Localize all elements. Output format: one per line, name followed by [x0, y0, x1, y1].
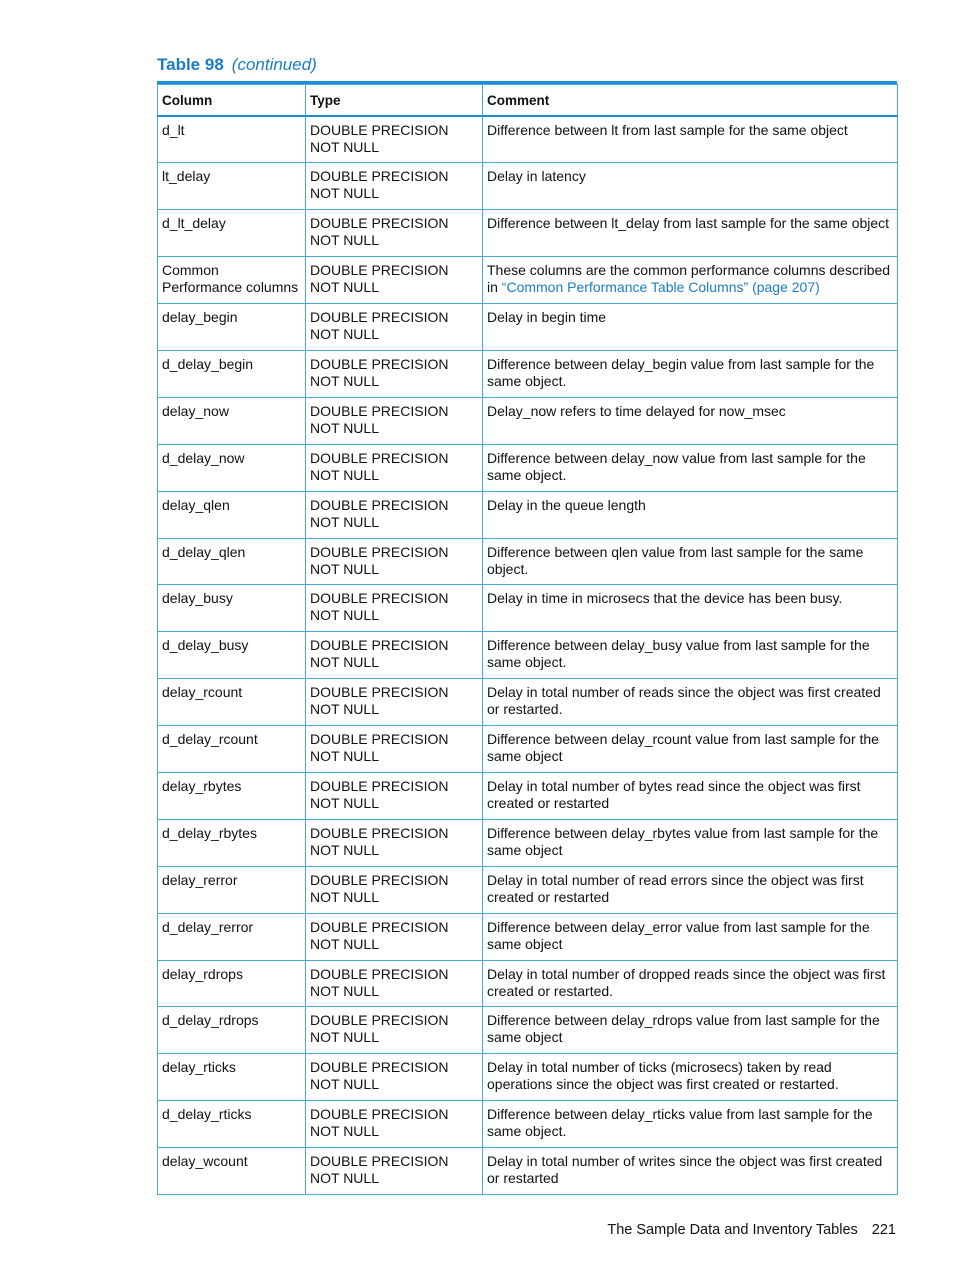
table-row	[158, 116, 898, 163]
table-row	[158, 960, 898, 1007]
cell-comment	[483, 1054, 898, 1101]
cell-comment-text: Difference between lt_delay from last sample for the same object	[487, 215, 890, 232]
table-row	[158, 444, 898, 491]
cell-type-text: DOUBLE PRECISION NOT NULL	[310, 1012, 449, 1046]
cell-comment-text: Delay in total number of bytes read since the object was first created or restarted	[487, 777, 861, 811]
cell-comment-text: Difference between delay_rcount value from last sample for the same object	[487, 731, 879, 765]
cell-comment-text: Delay in begin time	[487, 309, 607, 326]
cell-column	[158, 679, 306, 726]
cell-comment-text: These columns are the common performance columns described in	[487, 262, 891, 296]
table-row	[158, 679, 898, 726]
table-row	[158, 585, 898, 632]
cell-column	[158, 210, 306, 257]
cell-type	[306, 444, 483, 491]
cell-comment	[483, 1148, 898, 1195]
cell-column	[158, 304, 306, 351]
table-row	[158, 257, 898, 304]
cell-type-text: DOUBLE PRECISION NOT NULL	[310, 965, 449, 999]
cell-column	[158, 585, 306, 632]
cell-comment	[483, 772, 898, 819]
cell-type	[306, 397, 483, 444]
cell-type-text: DOUBLE PRECISION NOT NULL	[310, 777, 449, 811]
cell-type	[306, 913, 483, 960]
cell-column	[158, 257, 306, 304]
cell-comment-text: Difference between delay_rbytes value from last sample for the same object	[487, 824, 879, 858]
cell-column-text: Common Performance columns	[162, 262, 299, 296]
cell-column-text: delay_rdrops	[162, 965, 243, 982]
table-row	[158, 772, 898, 819]
cell-comment	[483, 538, 898, 585]
cell-column-text: delay_now	[162, 402, 229, 419]
cell-type-text: DOUBLE PRECISION NOT NULL	[310, 402, 449, 436]
cell-type-text: DOUBLE PRECISION NOT NULL	[310, 215, 449, 249]
cross-reference-link[interactable]: “Common Performance Table Columns” (page 207)	[501, 279, 820, 296]
cell-column-text: d_lt_delay	[162, 215, 226, 232]
table-row	[158, 1007, 898, 1054]
cell-column-text: delay_rerror	[162, 871, 238, 888]
cell-type	[306, 257, 483, 304]
cell-type	[306, 679, 483, 726]
cell-type	[306, 210, 483, 257]
cell-column-text: delay_rcount	[162, 684, 243, 701]
table-number: Table 98	[157, 55, 224, 74]
cell-type-text: DOUBLE PRECISION NOT NULL	[310, 122, 449, 155]
cell-comment-text: Delay in total number of read errors since the object was first created or restarted	[487, 871, 864, 905]
cell-type	[306, 538, 483, 585]
cell-column-text: delay_begin	[162, 309, 238, 326]
cell-type	[306, 819, 483, 866]
table-caption	[157, 55, 317, 75]
cell-column	[158, 866, 306, 913]
cell-column-text: d_delay_rticks	[162, 1106, 252, 1123]
table-row	[158, 210, 898, 257]
cell-column-text: lt_delay	[162, 168, 211, 185]
cell-comment	[483, 913, 898, 960]
table-row	[158, 913, 898, 960]
cell-type	[306, 866, 483, 913]
cell-comment	[483, 210, 898, 257]
table-row	[158, 350, 898, 397]
cell-comment-text: Difference between delay_begin value from last sample for the same object.	[487, 355, 875, 389]
table-row	[158, 632, 898, 679]
cell-column	[158, 913, 306, 960]
cell-column-text: delay_qlen	[162, 496, 230, 513]
cell-type-text: DOUBLE PRECISION NOT NULL	[310, 543, 449, 577]
cell-column-text: d_delay_busy	[162, 637, 249, 654]
cell-comment-text: Difference between delay_rticks value from last sample for the same object.	[487, 1106, 873, 1140]
cell-comment	[483, 1101, 898, 1148]
cell-column	[158, 772, 306, 819]
cell-comment	[483, 866, 898, 913]
table-row	[158, 538, 898, 585]
cell-column-text: d_lt	[162, 122, 185, 138]
table-row	[158, 397, 898, 444]
cell-type	[306, 163, 483, 210]
cell-type-text: DOUBLE PRECISION NOT NULL	[310, 731, 449, 765]
table-row	[158, 1148, 898, 1195]
cell-type-text: DOUBLE PRECISION NOT NULL	[310, 824, 449, 858]
cell-column	[158, 1148, 306, 1195]
table-row	[158, 304, 898, 351]
cell-type-text: DOUBLE PRECISION NOT NULL	[310, 637, 449, 671]
cell-comment	[483, 397, 898, 444]
header-comment: Comment	[483, 85, 898, 117]
cell-type-text: DOUBLE PRECISION NOT NULL	[310, 449, 449, 483]
cell-type-text: DOUBLE PRECISION NOT NULL	[310, 684, 449, 718]
cell-column	[158, 350, 306, 397]
table-row	[158, 866, 898, 913]
cell-comment	[483, 1007, 898, 1054]
cell-comment	[483, 585, 898, 632]
cell-type-text: DOUBLE PRECISION NOT NULL	[310, 262, 449, 296]
table-row	[158, 1054, 898, 1101]
cell-comment	[483, 304, 898, 351]
cell-comment	[483, 257, 898, 304]
cell-column	[158, 632, 306, 679]
cell-comment-text: Delay in total number of reads since the object was first created or restarted.	[487, 684, 881, 718]
cell-column-text: d_delay_rbytes	[162, 824, 257, 841]
cell-type	[306, 772, 483, 819]
table-row	[158, 163, 898, 210]
cell-type	[306, 1101, 483, 1148]
cell-column	[158, 726, 306, 773]
cell-type	[306, 304, 483, 351]
cell-type	[306, 960, 483, 1007]
cell-column-text: delay_busy	[162, 590, 233, 607]
cell-comment-text: Delay in total number of writes since the object was first created or restarted	[487, 1153, 883, 1187]
cell-comment	[483, 726, 898, 773]
cell-column-text: d_delay_rcount	[162, 731, 258, 748]
table-continued: (continued)	[231, 55, 317, 74]
cell-column	[158, 960, 306, 1007]
cell-type-text: DOUBLE PRECISION NOT NULL	[310, 1153, 449, 1187]
cell-comment-text: Delay in latency	[487, 168, 586, 185]
cell-comment-text: Difference between delay_error value from last sample for the same object	[487, 918, 870, 952]
cell-type	[306, 491, 483, 538]
table-row	[158, 491, 898, 538]
header-type: Type	[306, 85, 483, 117]
table-header-row	[158, 85, 898, 117]
table-body	[158, 116, 898, 1194]
cell-type-text: DOUBLE PRECISION NOT NULL	[310, 309, 449, 343]
cell-type	[306, 726, 483, 773]
cell-type	[306, 1007, 483, 1054]
cell-type	[306, 1054, 483, 1101]
page-footer	[607, 1222, 896, 1238]
cell-type-text: DOUBLE PRECISION NOT NULL	[310, 355, 449, 389]
cell-type-text: DOUBLE PRECISION NOT NULL	[310, 1106, 449, 1140]
page-number: 221	[871, 1222, 896, 1238]
cell-comment	[483, 679, 898, 726]
cell-type	[306, 585, 483, 632]
cell-type	[306, 116, 483, 163]
cell-comment-text: Delay in time in microsecs that the device has been busy.	[487, 590, 843, 607]
cell-column-text: delay_wcount	[162, 1153, 248, 1170]
cell-type-text: DOUBLE PRECISION NOT NULL	[310, 1059, 449, 1093]
cell-comment	[483, 350, 898, 397]
cell-column	[158, 538, 306, 585]
cell-type	[306, 1148, 483, 1195]
cell-comment-text: Delay in the queue length	[487, 496, 646, 513]
cell-comment	[483, 116, 898, 163]
cell-column	[158, 491, 306, 538]
footer-section-title: The Sample Data and Inventory Tables	[607, 1222, 858, 1238]
cell-comment	[483, 163, 898, 210]
cell-column	[158, 819, 306, 866]
cell-comment	[483, 819, 898, 866]
cell-comment-text: Delay in total number of ticks (microsecs) taken by read operations since the object was first created or restarted.	[487, 1059, 839, 1093]
cell-column	[158, 163, 306, 210]
cell-type-text: DOUBLE PRECISION NOT NULL	[310, 918, 449, 952]
header-column: Column	[158, 85, 306, 117]
cell-column-text: delay_rbytes	[162, 777, 242, 794]
cell-comment-text: Difference between lt from last sample for the same object	[487, 122, 848, 138]
table-row	[158, 1101, 898, 1148]
cell-column	[158, 1054, 306, 1101]
data-table	[157, 84, 898, 1195]
cell-comment-text: Difference between delay_rdrops value from last sample for the same object	[487, 1012, 880, 1046]
cell-column-text: d_delay_rerror	[162, 918, 254, 935]
cell-column-text: d_delay_rdrops	[162, 1012, 259, 1029]
cell-column	[158, 397, 306, 444]
cell-column	[158, 1101, 306, 1148]
cell-comment	[483, 632, 898, 679]
cell-type	[306, 632, 483, 679]
cell-comment-text: Delay in total number of dropped reads since the object was first created or restarted.	[487, 965, 886, 999]
cell-comment-text: Delay_now refers to time delayed for now_msec	[487, 402, 786, 419]
cell-type-text: DOUBLE PRECISION NOT NULL	[310, 871, 449, 905]
cell-column	[158, 116, 306, 163]
cell-comment-text: Difference between delay_busy value from last sample for the same object.	[487, 637, 870, 671]
cell-column-text: d_delay_begin	[162, 355, 254, 372]
cell-type-text: DOUBLE PRECISION NOT NULL	[310, 168, 449, 202]
table-row	[158, 726, 898, 773]
cell-type-text: DOUBLE PRECISION NOT NULL	[310, 590, 449, 624]
cell-comment	[483, 960, 898, 1007]
cell-comment	[483, 444, 898, 491]
cell-column	[158, 444, 306, 491]
cell-type-text: DOUBLE PRECISION NOT NULL	[310, 496, 449, 530]
cell-comment-text: Difference between delay_now value from last sample for the same object.	[487, 449, 866, 483]
cell-type	[306, 350, 483, 397]
cell-comment-text: Difference between qlen value from last sample for the same object.	[487, 543, 864, 577]
cell-column-text: d_delay_qlen	[162, 543, 246, 560]
table-row	[158, 819, 898, 866]
cell-column-text: d_delay_now	[162, 449, 245, 466]
cell-column	[158, 1007, 306, 1054]
cell-column-text: delay_rticks	[162, 1059, 236, 1076]
cell-comment	[483, 491, 898, 538]
